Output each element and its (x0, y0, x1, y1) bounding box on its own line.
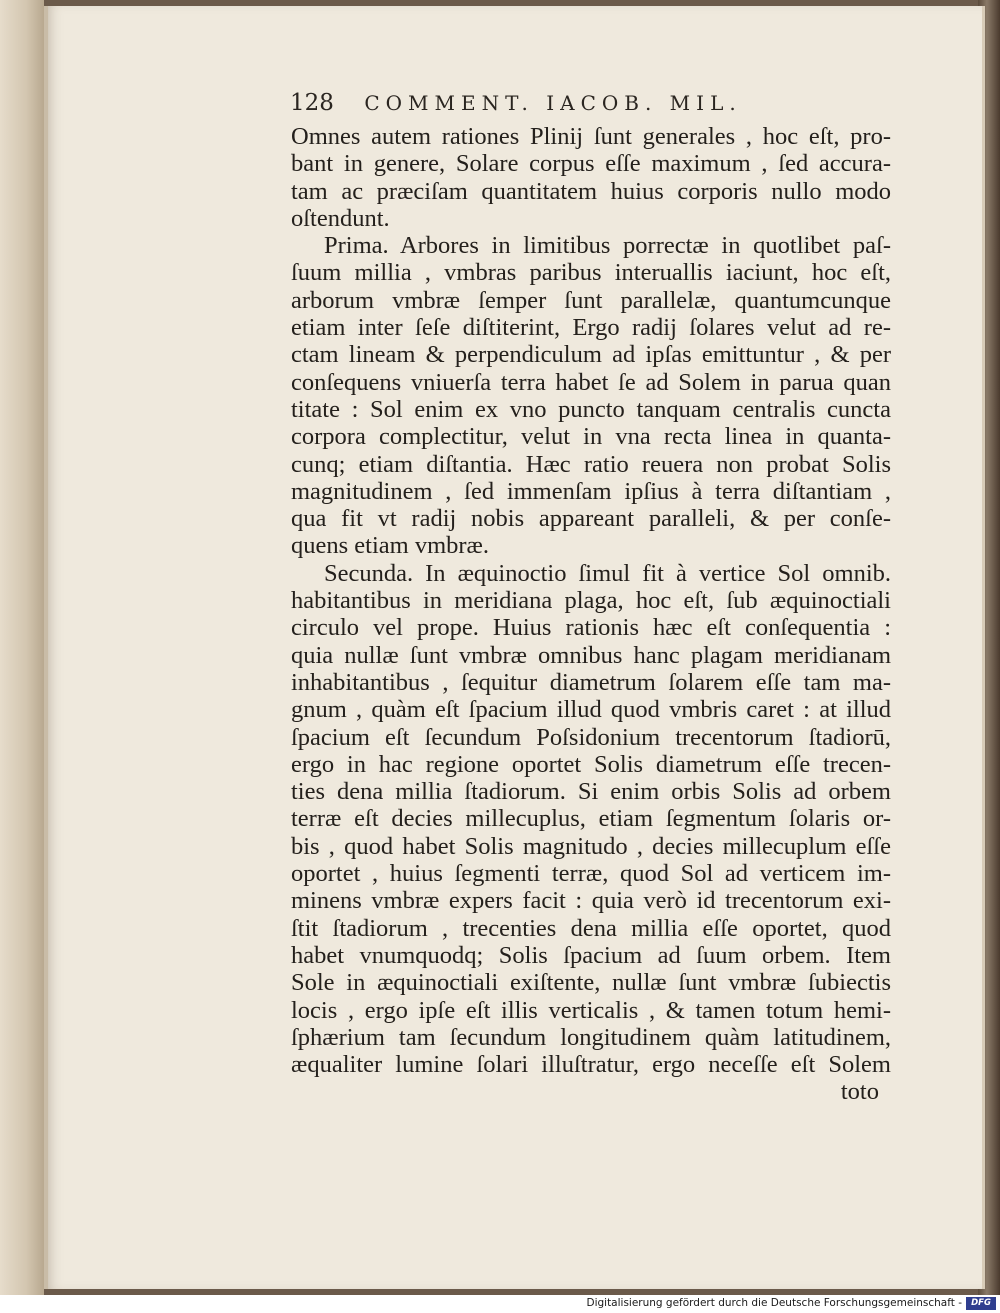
text-line: ctam lineam & perpendiculum ad ipſas emittuntur , & per (291, 341, 891, 369)
body-text (291, 123, 891, 1106)
text-line: locis , ergo ipſe eſt illis verticalis , & tamen totum hemi- (291, 996, 891, 1024)
text-line: bis , quod habet Solis magnitudo , decies millecuplum eſſe (291, 832, 891, 860)
text-line: quia nullæ ſunt vmbræ omnibus hanc plagam meridianam (291, 641, 891, 669)
text-line: corpora complectitur, velut in vna recta linea in quanta- (291, 423, 891, 451)
text-line: etiam inter ſeſe diſtiterint, Ergo radij ſolares velut ad re- (291, 314, 891, 342)
text-line: inhabitantibus , ſequitur diametrum ſolarem eſſe tam ma- (291, 668, 891, 696)
dfg-logo-icon: DFG (966, 1297, 996, 1310)
text-line: conſequens vniuerſa terra habet ſe ad Solem in parua quan (291, 368, 891, 396)
catchword: toto (840, 1078, 879, 1106)
text-line: ſphærium tam ſecundum longitudinem quàm latitudinem, (291, 1023, 891, 1051)
text-line: habitantibus in meridiana plaga, hoc eſt, ſub æquinoctiali (291, 587, 891, 615)
text-line: oſtendunt. (291, 204, 390, 232)
text-line: ties dena millia ſtadiorum. Si enim orbis Solis ad orbem (291, 778, 891, 806)
text-line: Sole in æquinoctiali exiſtente, nullæ ſunt vmbræ ſubiectis (291, 969, 891, 997)
text-line: ſuum millia , vmbras paribus interuallis iaciunt, hoc eſt, (291, 259, 891, 287)
text-line: minens vmbræ expers facit : quia verò id trecentorum exi- (291, 887, 891, 915)
text-line: tam ac præciſam quantitatem huius corporis nullo modo (291, 177, 891, 205)
text-line: Prima. Arbores in limitibus porrectæ in quotlibet paſ- (324, 232, 891, 260)
text-line: arborum vmbræ ſemper ſunt parallelæ, quantumcunque (291, 286, 891, 314)
text-line: ergo in hac regione oportet Solis diametrum eſſe trecen- (291, 750, 891, 778)
text-line: magnitudinem , ſed immenſam ipſius à terra diſtantiam , (291, 477, 891, 505)
text-line: Omnes autem rationes Plinij ſunt generales , hoc eſt, pro- (291, 123, 891, 150)
text-line: cunq; etiam diſtantia. Hæc ratio reuera non probat Solis (291, 450, 891, 478)
text-line: bant in genere, Solare corpus eſſe maximum , ſed accura- (291, 150, 891, 178)
text-line: habet vnumquodq; Solis ſpacium ad ſuum orbem. Item (291, 941, 891, 969)
book-gutter (0, 0, 44, 1295)
digitization-footer (0, 1295, 1000, 1313)
page-number: 128 (290, 90, 334, 116)
text-line: Secunda. In æquinoctio ſimul fit à vertice Sol omnib. (324, 559, 891, 587)
text-line: circulo vel prope. Huius rationis hæc eſt conſequentia : (291, 614, 891, 642)
text-line: gnum , quàm eſt ſpacium illud quod vmbris caret : at illud (291, 696, 891, 724)
funding-credit: Digitalisierung gefördert durch die Deutsche Forschungsgemeinschaft - (586, 1297, 962, 1309)
text-line: æqualiter lumine ſolari illuſtratur, ergo neceſſe eſt Solem (291, 1051, 891, 1079)
running-title: COMMENT. IACOB. MIL. (364, 91, 742, 115)
text-line: oportet , huius ſegmenti terræ, quod Sol ad verticem im- (291, 860, 891, 888)
running-head (290, 90, 890, 116)
text-line: terræ eſt decies millecuplus, etiam ſegmentum ſolaris or- (291, 805, 891, 833)
text-line: qua fit vt radij nobis appareant paralleli, & per conſe- (291, 505, 891, 533)
text-line: quens etiam vmbræ. (291, 532, 490, 560)
text-line: ſtit ſtadiorum , trecenties dena millia eſſe oportet, quod (291, 914, 891, 942)
text-line: titate : Sol enim ex vno puncto tanquam centralis cuncta (291, 395, 891, 423)
text-line: ſpacium eſt ſecundum Poſsidonium trecentorum ſtadiorū, (291, 723, 891, 751)
